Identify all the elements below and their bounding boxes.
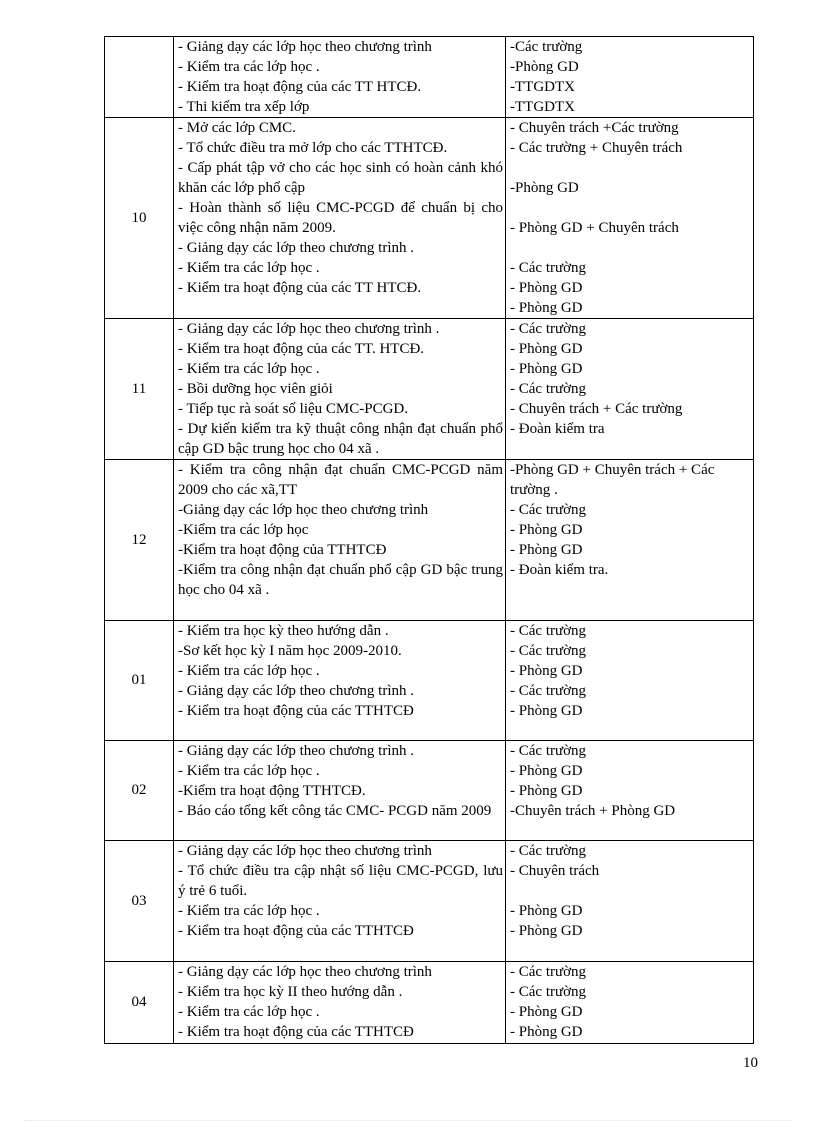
responsible-item: - Các trường + Chuyên trách	[510, 140, 683, 156]
responsible-item: - Phòng GD	[510, 923, 583, 939]
responsible-item: - Các trường	[510, 683, 587, 699]
tasks-cell	[174, 319, 506, 460]
responsible-cell	[506, 741, 754, 841]
responsible-item: - Phòng GD	[510, 341, 583, 357]
responsible-cell	[506, 962, 754, 1044]
responsible-item: - Các trường	[510, 381, 587, 397]
tasks-cell	[174, 621, 506, 741]
task-item: - Giảng dạy các lớp theo chương trình .	[178, 240, 415, 256]
task-item: - Giảng dạy các lớp học theo chương trình	[178, 39, 432, 55]
responsible-item: - Chuyên trách	[510, 863, 600, 879]
responsible-item: - Các trường	[510, 843, 587, 859]
tasks-cell	[174, 118, 506, 319]
responsible-item: -TTGDTX	[510, 99, 575, 115]
table-row	[105, 841, 754, 962]
table-row	[105, 741, 754, 841]
task-item: - Dự kiến kiểm tra kỹ thuật công nhận đạt chuẩn phổ cập GD bậc trung học cho 04 xã .	[178, 421, 503, 457]
responsible-item: - Phòng GD	[510, 663, 583, 679]
task-item: - Giảng dạy các lớp theo chương trình .	[178, 683, 415, 699]
responsible-item: - Phòng GD	[510, 542, 583, 558]
table-row	[105, 460, 754, 621]
task-item: - Tổ chức điều tra cập nhật số liệu CMC-PCGD, lưu ý trẻ 6 tuổi.	[178, 863, 503, 899]
task-item: - Kiểm tra học kỳ II theo hướng dẫn .	[178, 984, 403, 1000]
responsible-item: - Phòng GD	[510, 280, 583, 296]
table-row	[105, 962, 754, 1044]
task-item: - Kiểm tra các lớp học .	[178, 903, 320, 919]
month-cell: 12	[105, 460, 174, 621]
page-bottom-rule	[24, 1120, 792, 1121]
responsible-item	[510, 158, 751, 178]
task-item: - Kiểm tra công nhận đạt chuẩn CMC-PCGD năm 2009 cho các xã,TT	[178, 462, 503, 498]
task-item: - Kiểm tra học kỳ theo hướng dẫn .	[178, 623, 389, 639]
task-item: -Kiểm tra hoạt động của TTHTCĐ	[178, 542, 387, 558]
responsible-item: - Các trường	[510, 623, 587, 639]
task-item: - Hoàn thành số liệu CMC-PCGD để chuẩn bị cho việc công nhận năm 2009.	[178, 200, 503, 236]
month-cell: 01	[105, 621, 174, 741]
task-item: -Kiểm tra công nhận đạt chuẩn phổ cập GD bậc trung học cho 04 xã .	[178, 562, 503, 598]
responsible-item: - Chuyên trách +Các trường	[510, 120, 679, 136]
task-item: -Sơ kết học kỳ I năm học 2009-2010.	[178, 643, 402, 659]
responsible-item: -Các trường	[510, 39, 583, 55]
responsible-item: - Phòng GD	[510, 903, 583, 919]
responsible-item: - Các trường	[510, 743, 587, 759]
responsible-item: - Các trường	[510, 643, 587, 659]
task-item: - Kiểm tra hoạt động của các TT HTCĐ.	[178, 79, 422, 95]
activity-plan-table	[104, 36, 754, 1044]
task-item: - Giảng dạy các lớp học theo chương trình .	[178, 321, 440, 337]
responsible-item: -TTGDTX	[510, 79, 575, 95]
task-item: -Giảng dạy các lớp học theo chương trình	[178, 502, 429, 518]
task-item: - Tiếp tục rà soát số liệu CMC-PCGD.	[178, 401, 409, 417]
responsible-item: - Chuyên trách + Các trường	[510, 401, 683, 417]
task-item: - Giảng dạy các lớp học theo chương trình	[178, 964, 432, 980]
responsible-item: - Các trường	[510, 984, 587, 1000]
responsible-cell	[506, 118, 754, 319]
month-cell: 04	[105, 962, 174, 1044]
responsible-cell	[506, 621, 754, 741]
task-item: - Kiểm tra các lớp học .	[178, 59, 320, 75]
responsible-item: - Phòng GD + Chuyên trách	[510, 220, 679, 236]
task-item: - Kiểm tra hoạt động của các TT. HTCĐ.	[178, 341, 425, 357]
task-item: - Thi kiểm tra xếp lớp	[178, 99, 310, 115]
task-item: - Tổ chức điều tra mở lớp cho các TTHTCĐ.	[178, 140, 448, 156]
task-item: - Kiểm tra hoạt động của các TT HTCĐ.	[178, 280, 422, 296]
responsible-item: - Phòng GD	[510, 522, 583, 538]
month-cell: 03	[105, 841, 174, 962]
activity-plan-body	[105, 37, 754, 1044]
responsible-item: - Phòng GD	[510, 783, 583, 799]
task-item: - Kiểm tra các lớp học .	[178, 260, 320, 276]
task-item: - Giảng dạy các lớp học theo chương trình	[178, 843, 432, 859]
table-row	[105, 319, 754, 460]
month-cell	[105, 37, 174, 118]
month-cell: 02	[105, 741, 174, 841]
responsible-item	[510, 238, 751, 258]
table-row	[105, 621, 754, 741]
responsible-item: - Đoàn kiểm tra.	[510, 562, 609, 578]
responsible-item: -Phòng GD + Chuyên trách + Các trường .	[510, 462, 715, 498]
task-item: - Báo cáo tổng kết công tác CMC- PCGD năm 2009	[178, 803, 492, 819]
responsible-item: -Phòng GD	[510, 59, 579, 75]
task-item: - Kiểm tra các lớp học .	[178, 361, 320, 377]
responsible-item: - Phòng GD	[510, 703, 583, 719]
month-cell: 10	[105, 118, 174, 319]
tasks-cell	[174, 962, 506, 1044]
task-item: - Kiểm tra hoạt động của các TTHTCĐ	[178, 923, 414, 939]
task-item: - Kiểm tra hoạt động của các TTHTCĐ	[178, 703, 414, 719]
responsible-item	[510, 881, 751, 901]
responsible-cell	[506, 319, 754, 460]
task-item: - Cấp phát tập vở cho các học sinh có hoàn cảnh khó khăn các lớp phổ cập	[178, 160, 503, 196]
tasks-cell	[174, 37, 506, 118]
responsible-item: - Các trường	[510, 321, 587, 337]
responsible-item: - Phòng GD	[510, 763, 583, 779]
task-item: - Kiểm tra các lớp học .	[178, 763, 320, 779]
task-item: -Kiểm tra hoạt động TTHTCĐ.	[178, 783, 366, 799]
month-cell: 11	[105, 319, 174, 460]
task-item: - Giảng dạy các lớp theo chương trình .	[178, 743, 415, 759]
page-number: 10	[743, 1055, 758, 1071]
responsible-cell	[506, 460, 754, 621]
task-item: - Kiểm tra các lớp học .	[178, 663, 320, 679]
task-item: - Mở các lớp CMC.	[178, 120, 296, 136]
task-item: - Kiểm tra các lớp học .	[178, 1004, 320, 1020]
responsible-item: - Các trường	[510, 964, 587, 980]
task-item: - Bồi dưỡng học viên giỏi	[178, 381, 333, 397]
responsible-item: - Các trường	[510, 502, 587, 518]
responsible-item: -Phòng GD	[510, 180, 579, 196]
task-item: - Kiểm tra hoạt động của các TTHTCĐ	[178, 1024, 414, 1040]
tasks-cell	[174, 841, 506, 962]
responsible-cell	[506, 37, 754, 118]
responsible-item: - Phòng GD	[510, 361, 583, 377]
responsible-item: -Chuyên trách + Phòng GD	[510, 803, 676, 819]
tasks-cell	[174, 460, 506, 621]
task-item: -Kiểm tra các lớp học	[178, 522, 309, 538]
table-row	[105, 118, 754, 319]
responsible-item: - Phòng GD	[510, 300, 583, 316]
responsible-item: - Đoàn kiểm tra	[510, 421, 605, 437]
tasks-cell	[174, 741, 506, 841]
responsible-item: - Các trường	[510, 260, 587, 276]
table-row	[105, 37, 754, 118]
responsible-item	[510, 198, 751, 218]
responsible-item: - Phòng GD	[510, 1004, 583, 1020]
responsible-cell	[506, 841, 754, 962]
responsible-item: - Phòng GD	[510, 1024, 583, 1040]
